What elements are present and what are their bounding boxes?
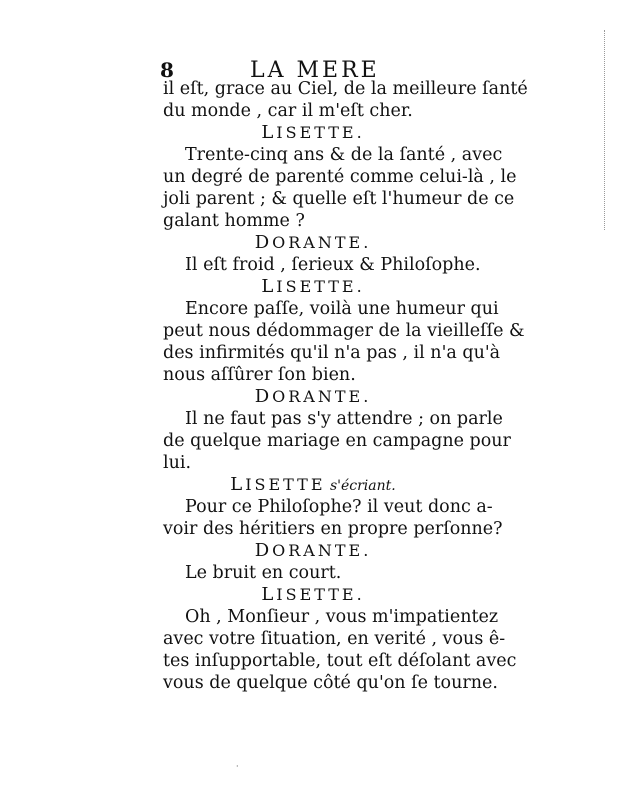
bottom-mark: · bbox=[236, 762, 239, 771]
speaker-initial: L bbox=[261, 276, 277, 297]
speaker-name bbox=[163, 276, 463, 298]
speaker-initial: D bbox=[254, 386, 273, 407]
speaker-name bbox=[163, 232, 463, 254]
text-line: Il eſt froid , ſerieux & Philoſophe. bbox=[185, 255, 481, 275]
text-line: galant homme ? bbox=[163, 211, 305, 231]
text-line: peut nous dédommager de la vieilleſſe & bbox=[163, 321, 525, 341]
speaker-initial: L bbox=[261, 122, 277, 143]
running-title: LA MERE bbox=[250, 58, 380, 83]
speaker-rest: ISETTE. bbox=[276, 277, 365, 296]
page-number: 8 bbox=[160, 58, 174, 82]
speaker-rest: ORANTE. bbox=[272, 233, 372, 252]
text-line: des infirmités qu'il n'a pas , il n'a qu'à bbox=[163, 343, 501, 363]
text-line: tes inſupportable, tout eſt déſolant avec bbox=[163, 651, 517, 671]
play-text bbox=[163, 78, 528, 694]
text-line: il eſt, grace au Ciel, de la meilleure ſanté bbox=[163, 79, 528, 99]
speaker-initial: D bbox=[254, 540, 273, 561]
speaker-rest: ISETTE. bbox=[276, 123, 365, 142]
text-line: Trente-cinq ans & de la ſanté , avec bbox=[185, 145, 503, 165]
text-line: de quelque mariage en campagne pour bbox=[163, 431, 511, 451]
text-line: Oh , Monſieur , vous m'impatientez bbox=[185, 607, 499, 627]
text-line: joli parent ; & quelle eſt l'humeur de ce bbox=[163, 189, 515, 209]
speaker-name bbox=[163, 584, 463, 606]
text-line: lui. bbox=[163, 453, 192, 473]
speaker-initial: L bbox=[261, 584, 277, 605]
speaker-rest: ISETTE bbox=[245, 475, 326, 494]
text-line: vous de quelque côté qu'on ſe tourne. bbox=[163, 673, 498, 693]
speaker-rest: ORANTE. bbox=[272, 541, 372, 560]
speaker-rest: ISETTE. bbox=[276, 585, 365, 604]
speaker-name bbox=[163, 540, 463, 562]
text-line: avec votre ſituation, en verité , vous ê- bbox=[163, 629, 506, 649]
speaker-initial: L bbox=[230, 474, 246, 495]
speaker-name bbox=[163, 474, 463, 496]
text-line: Il ne faut pas s'y attendre ; on parle bbox=[185, 409, 503, 429]
page-edge-mark bbox=[604, 30, 607, 230]
text-line: un degré de parenté comme celui-là , le bbox=[163, 167, 517, 187]
text-line: Le bruit en court. bbox=[185, 563, 342, 583]
speaker-rest: ORANTE. bbox=[272, 387, 372, 406]
text-line: voir des héritiers en propre perſonne? bbox=[163, 519, 503, 539]
text-line: Pour ce Philoſophe? il veut donc a- bbox=[185, 497, 493, 517]
stage-direction: s'écriant. bbox=[325, 478, 396, 494]
speaker-initial: D bbox=[254, 232, 273, 253]
text-line: nous aſſûrer ſon bien. bbox=[163, 365, 356, 385]
speaker-name bbox=[163, 122, 463, 144]
speaker-name bbox=[163, 386, 463, 408]
text-line: du monde , car il m'eſt cher. bbox=[163, 101, 413, 121]
text-line: Encore paſſe, voilà une humeur qui bbox=[185, 299, 499, 319]
